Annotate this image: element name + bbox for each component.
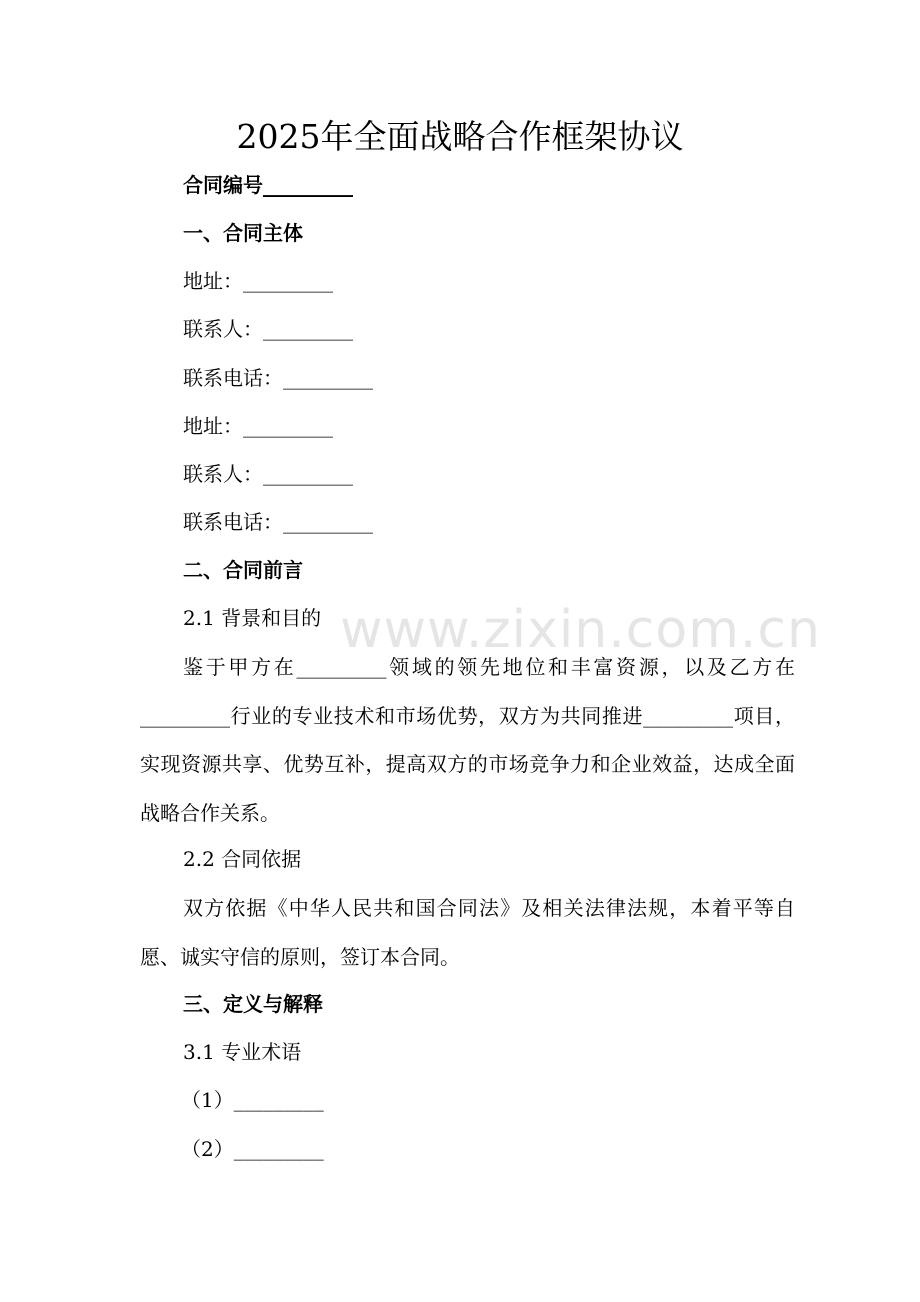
- phone-label: 联系电话：: [183, 366, 283, 390]
- watermark: www.zixin.com.cn: [340, 600, 821, 660]
- term-item-1: （1）_________: [181, 1088, 324, 1112]
- contact-blank: _________: [263, 317, 353, 341]
- party-a-phone-line: [183, 361, 373, 395]
- section-2-heading: 二、合同前言: [183, 558, 303, 582]
- address-blank: _________: [243, 414, 333, 438]
- phone-blank: _________: [283, 510, 373, 534]
- party-a-address-line: [183, 264, 333, 298]
- section-3-heading: 三、定义与解释: [183, 992, 323, 1016]
- subsection-2-1: 2.1 背景和目的: [183, 606, 322, 630]
- contact-label: 联系人：: [183, 317, 263, 341]
- party-a-contact-line: [183, 312, 353, 346]
- basis-paragraph: 双方依据《中华人民共和国合同法》及相关法律法规，本着平等自愿、诚实守信的原则，签订本合同。: [140, 896, 795, 969]
- subsection-3-1: 3.1 专业术语: [183, 1040, 302, 1064]
- phone-label: 联系电话：: [183, 510, 283, 534]
- address-label: 地址：: [183, 269, 243, 293]
- subsection-2-2: 2.2 合同依据: [183, 847, 302, 871]
- contract-number-line: [183, 168, 353, 202]
- document-title: 2025年全面战略合作框架协议: [236, 117, 684, 156]
- contact-label: 联系人：: [183, 462, 263, 486]
- contract-number-label: 合同编号: [183, 173, 263, 197]
- party-b-address-line: [183, 409, 333, 443]
- section-1-heading: 一、合同主体: [183, 221, 303, 245]
- phone-blank: _________: [283, 366, 373, 390]
- address-blank: _________: [243, 269, 333, 293]
- contact-blank: _________: [263, 462, 353, 486]
- term-item-2: （2）_________: [181, 1137, 324, 1161]
- party-b-contact-line: [183, 457, 353, 491]
- contract-number-blank: _________: [263, 173, 353, 197]
- party-b-phone-line: [183, 505, 373, 539]
- background-paragraph: 鉴于甲方在_________领域的领先地位和丰富资源，以及乙方在_________行业的专业技术和市场优势，双方为共同推进_________项目，实现资源共享、优势互补，提高双方的市场竞争力和企业效益，达成全面战略合作关系。: [140, 655, 795, 825]
- address-label: 地址：: [183, 414, 243, 438]
